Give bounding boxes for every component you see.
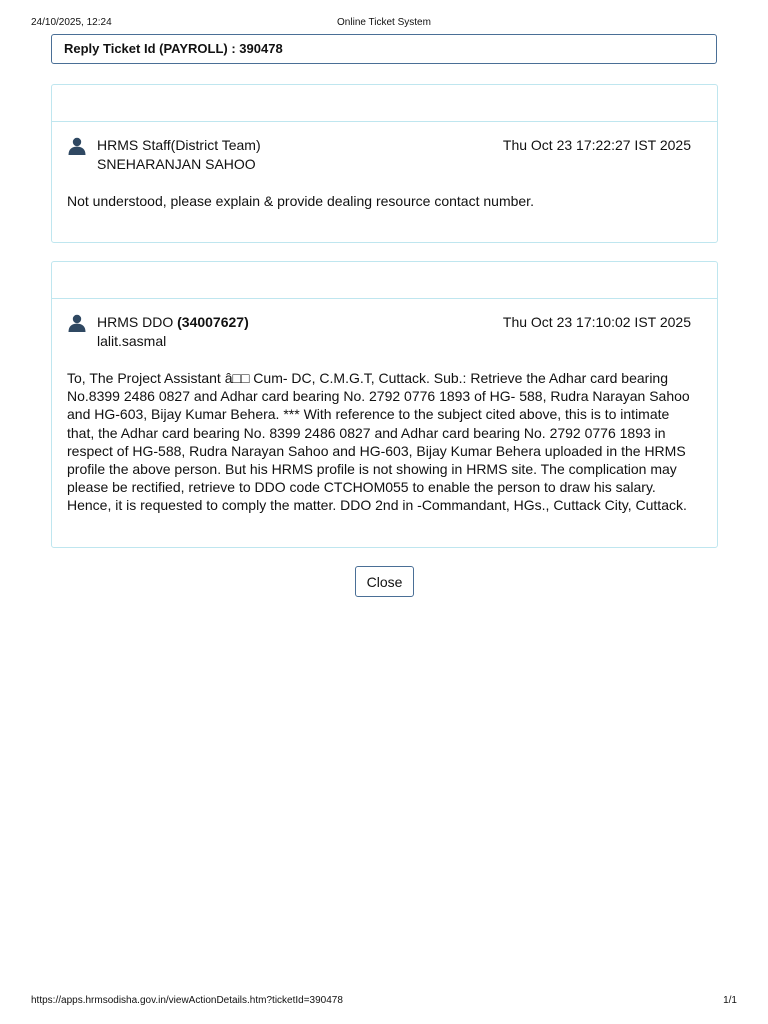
reply-author-name: lalit.sasmal — [97, 333, 167, 349]
reply-role: HRMS DDO — [97, 314, 178, 330]
reply-ddo-code: (34007627) — [177, 314, 249, 330]
reply-timestamp: Thu Oct 23 17:22:27 IST 2025 — [502, 137, 691, 153]
reply-timestamp: Thu Oct 23 17:10:02 IST 2025 — [502, 314, 691, 330]
reply-message: Not understood, please explain & provide dealing resource contact number. — [67, 193, 534, 209]
user-icon — [68, 314, 86, 332]
reply-meta — [52, 122, 717, 182]
close-button[interactable]: Close — [355, 566, 414, 597]
reply-card-header — [52, 85, 717, 122]
reply-role: HRMS Staff(District Team) — [97, 137, 261, 153]
print-header — [0, 17, 768, 31]
reply-author-name: SNEHARANJAN SAHOO — [97, 156, 256, 172]
user-icon — [68, 137, 86, 155]
reply-meta — [52, 299, 717, 359]
reply-message: To, The Project Assistant â□□ Cum- DC, C.M.G.T, Cuttack. Sub.: Retrieve the Adhar card bearing No.8399 2486 0827 and Adhar card bearing No. 2792 0776 1893 of HG- 588, Rudra Narayan Sahoo and HG-603, Bijay Kumar Behera. *** With reference to the subject cited above, this is to intimate that, the Adhar card bearing No. 8399 2486 0827 and Adhar card bearing No. 2792 0776 1893 in respect of HG-588, Rudra Narayan Sahoo and HG-603, Bijay Kumar Behera uploaded in the HRMS profile the above person. But his HRMS profile is not showing in HRMS site. The complication may please be rectified, retrieve to DDO code CTCHOM055 to enable the person to draw his salary. Hence, it is requested to comply the matter. DDO 2nd in -Commandant, HGs., Cuttack City, Cuttack. — [67, 370, 690, 514]
print-page-number: 1/1 — [723, 995, 737, 1006]
reply-card — [51, 84, 718, 243]
print-datetime: 24/10/2025, 12:24 — [31, 17, 112, 28]
reply-author-role — [97, 137, 261, 153]
reply-author-role — [97, 314, 249, 330]
ticket-header: Reply Ticket Id (PAYROLL) : 390478 — [51, 34, 717, 64]
reply-card-header — [52, 262, 717, 299]
reply-card — [51, 261, 718, 548]
print-url: https://apps.hrmsodisha.gov.in/viewActionDetails.htm?ticketId=390478 — [31, 995, 343, 1006]
print-page-title: Online Ticket System — [337, 17, 431, 28]
